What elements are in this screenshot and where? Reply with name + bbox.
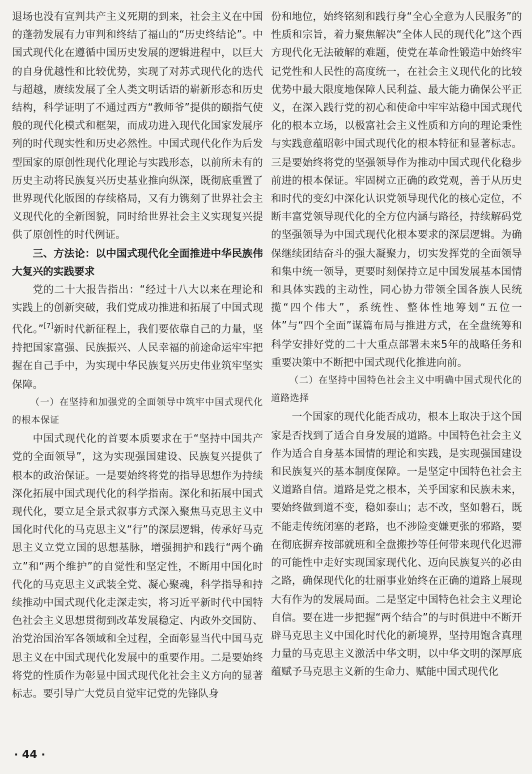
page-number: · 44 · <box>14 748 46 761</box>
right-column <box>271 8 522 748</box>
reference-marker: [7] <box>43 322 54 331</box>
subsection-heading: （一）在坚持和加强党的全面领导中筑牢中国式现代化的根本保证 <box>12 396 263 426</box>
paragraph-text: 新时代新征程上，我们要依靠自己的力量，坚持把国家富强、民族振兴、人民幸福的前途命运牢牢把握在自己手中，为实现中华民族复兴历史伟业筑牢坚实保障。 <box>12 323 263 391</box>
body-paragraph: 一个国家的现代化能否成功，根本上取决于这个国家是否找到了适合自身发展的道路。中国特色社会主义作为适合自身基本国情的理论和实践，是实现强国建设和民族复兴的基本制度保障。一是坚定中国特色社会主义道路自信。道路是党之根本，关乎国家和民族未来，要始终做到道不变，稳如泰山；志不改，坚如磐石，既不能走传统闭塞的老路，也不涉险变嫌更张的邪路，要在彻底摒弃按部就班和全盘搬抄等任何带来现代化迟滞的可能性中走好实现国家现代化、迈向民族复兴的必由之路，确保现代化的壮丽事业始终在正确的道路上展现大有作为的发展局面。二是坚定中国特色社会主义理论自信。要在进一步把握“两个结合”的与时俱进中不断开辟马克思主义中国化时代化的新境界，坚持用饱含真理力量的马克思主义激活中华文明，以中华文明的深厚底蕴赋予马克思主义新的生命力、赋能中国式现代化 <box>271 411 522 679</box>
section-heading: 三、方法论：以中国式现代化全面推进中华民族伟大复兴的实践要求 <box>12 247 263 278</box>
body-paragraph: 中国式现代化的首要本质要求在于“坚持中国共产党的全面领导”，这为实现强国建设、民族复兴提供了根本的政治保证。一是要始终将党的指导思想作为持续深化拓展中国式现代化的科学指南。深化和拓展中国式现代化，要立足全景式叙事方式深入聚焦马克思主义中国化时代化的马克思主义“行”的深层逻辑，传承好马克思主义立党立国的思想基脉，增强拥护和践行“两个确立”和“两个维护”的自觉性和坚定性，不断用中国化时代化的马克思主义武装全党、凝心聚魂，科学指导和持续推动中国式现代化走深走实，将习近平新时代中国特色社会主义思想贯彻到改革发展稳定、内政外交国防、治党治国治军各领域和全过程，全面彰显当代中国马克思主义在中国式现代化发展中的重要作用。二是要始终将党的性质作为彰显中国式现代化社会主义方向的显著标志。要引导广大党员自觉牢记党的先锋队身 <box>12 433 263 700</box>
left-column <box>12 8 263 748</box>
body-paragraph <box>12 281 263 394</box>
journal-page <box>12 8 522 760</box>
body-paragraph: 份和地位，始终铭刻和践行身“全心全意为人民服务”的性质和宗旨，着力聚焦解决“全体人民的现代化”这个西方现代化无法破解的难题，使党在革命性锻造中始终牢记党性和人民性的高度统一，在社会主义现代化的比较优势中最大限度地保障人民利益、最大能力确保公平正义，在深入践行党的初心和使命中牢牢站稳中国式现代化的根本立场，以极富社会主义性质和方向的理论秉性与实践意蕴昭彰中国式现代化的根本特征和显著标志。三是要始终将党的坚强领导作为推动中国式现代化稳步前进的根本保证。牢固树立正确的政党观，善于从历史和时代的变幻中深化认识党领导现代化的核心定位，不断丰富党领导现代化的全方位内涵与路径，持续解码党的坚强领导为中国式现代化根本要求的深层逻辑。为确保继续团结奋斗的强大凝聚力，切实发挥党的全面领导和集中统一领导，更要时刻保持立足中国发展基本国情和具体实践的主动性，同心协力带领全国各族人民统揽“四个伟大”，系统性、整体性地筹划“五位一体”与“四个全面”谋篇布局与推进方式，在全盘统筹和科学安排好党的二十大重点部署未来5年的战略任务和重要决策中不断把中国式现代化推进向前。 <box>271 11 522 369</box>
body-paragraph: 退场也没有宣判共产主义死期的到来，社会主义在中国的蓬勃发展有力审判和终结了福山的“历史终结论”。中国式现代化在遵循中国历史发展的逻辑进程中，以巨大的自身优越性和比较优势，实现了对苏式现代化的迭代与超越，赓续发展了全人类文明话语的崭新形态和历史结构，科学证明了不通过西方“教师爷”提供的颐指气使般的现代化模式和框架，而成功进入现代化国家发展序列的时代现实性和历史必然性。中国式现代化作为后发型国家的原创性现代化理论与实践形态，以前所未有的历史主动将民族复兴历史基业推向纵深，既彻底重置了世界现代化版图的存续格局，又有力镌刻了世界社会主义现代化的全新图貌，同时给世界社会主义实现复兴提供了原创性的时代例证。 <box>12 11 263 242</box>
paragraph-text: 党的二十大报告指出：“经过十八大以来在理论和实践上的创新突破，我们党成功推进和拓展了中国式现代化。” <box>12 284 263 336</box>
subsection-heading: （二）在坚持中国特色社会主义中明确中国式现代化的道路选择 <box>271 375 522 405</box>
